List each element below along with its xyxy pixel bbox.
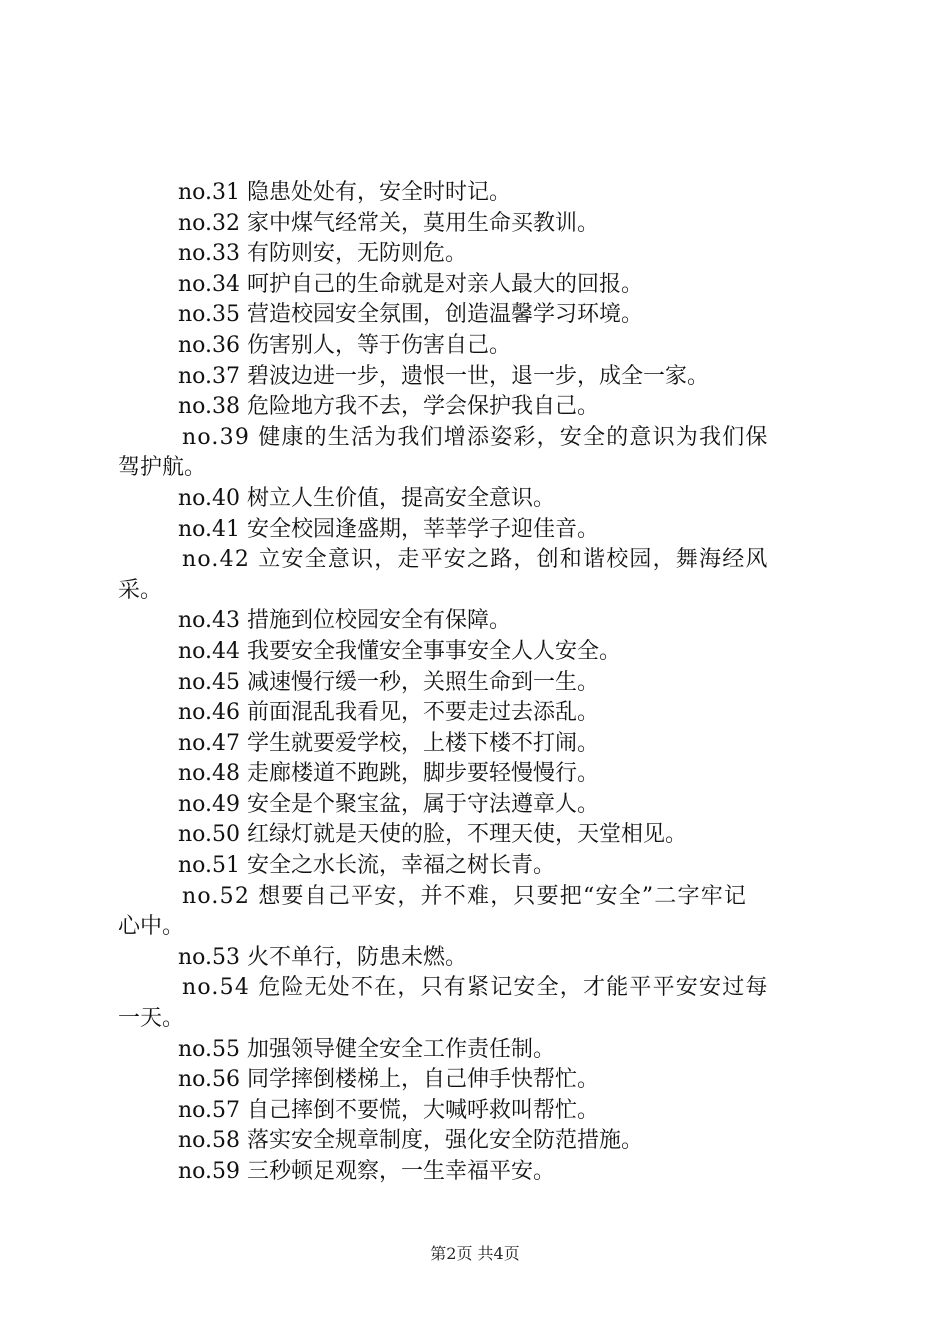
- slogan-line: no.47 学生就要爱学校，上楼下楼不打闹。: [178, 730, 600, 756]
- slogan-line: no.56 同学摔倒楼梯上，自己伸手快帮忙。: [178, 1067, 600, 1093]
- slogan-line: no.38 危险地方我不去，学会保护我自己。: [178, 394, 600, 420]
- slogan-line: no.32 家中煤气经常关，莫用生命买教训。: [178, 210, 600, 236]
- slogan-line: no.34 呵护自己的生命就是对亲人最大的回报。: [178, 271, 644, 297]
- slogan-line: no.51 安全之水长流，幸福之树长青。: [178, 853, 556, 879]
- text-line-continuation: 一天。: [118, 1006, 185, 1032]
- slogan-line: no.48 走廊楼道不跑跳，脚步要轻慢慢行。: [178, 761, 600, 787]
- slogan-line: no.43 措施到位校园安全有保障。: [178, 608, 512, 634]
- slogan-line: no.57 自己摔倒不要慌，大喊呼救叫帮忙。: [178, 1097, 600, 1123]
- slogan-line: no.50 红绿灯就是天使的脸，不理天使，天堂相见。: [178, 822, 688, 848]
- slogan-line: no.46 前面混乱我看见，不要走过去添乱。: [178, 700, 600, 726]
- slogan-line: no.42 立安全意识，走平安之路，创和谐校园，舞海经风: [182, 547, 769, 573]
- slogan-line: no.58 落实安全规章制度，强化安全防范措施。: [178, 1128, 644, 1154]
- text-line-continuation: 心中。: [118, 914, 185, 940]
- slogan-line: no.45 减速慢行缓一秒，关照生命到一生。: [178, 669, 600, 695]
- slogan-line: no.54 危险无处不在，只有紧记安全，才能平平安安过每: [182, 975, 769, 1001]
- slogan-line: no.39 健康的生活为我们增添姿彩，安全的意识为我们保: [182, 424, 769, 450]
- slogan-line: no.40 树立人生价值，提高安全意识。: [178, 485, 556, 511]
- slogan-line: no.41 安全校园逢盛期，莘莘学子迎佳音。: [178, 516, 600, 542]
- slogan-line: no.55 加强领导健全安全工作责任制。: [178, 1036, 556, 1062]
- slogan-line: no.37 碧波边进一步，遗恨一世，退一步，成全一家。: [178, 363, 710, 389]
- page-footer: 第2页 共4页: [430, 1244, 520, 1263]
- document-body: [118, 178, 836, 1188]
- slogan-line: no.44 我要安全我懂安全事事安全人人安全。: [178, 638, 622, 664]
- text-line-continuation: 驾护航。: [118, 455, 207, 481]
- slogan-line: no.36 伤害别人，等于伤害自己。: [178, 332, 512, 358]
- slogan-line: no.31 隐患处处有，安全时时记。: [178, 180, 512, 205]
- slogan-line: no.35 营造校园安全氛围，创造温馨学习环境。: [178, 302, 644, 328]
- text-line-continuation: 采。: [118, 577, 163, 603]
- slogan-line: no.59 三秒顿足观察，一生幸福平安。: [178, 1159, 556, 1184]
- slogan-line: no.52 想要自己平安，并不难，只要把“安全”二字牢记: [182, 883, 748, 909]
- slogan-line: no.49 安全是个聚宝盆，属于守法遵章人。: [178, 791, 600, 817]
- slogan-line: no.53 火不单行，防患未燃。: [178, 944, 468, 970]
- slogan-line: no.33 有防则安，无防则危。: [178, 241, 468, 267]
